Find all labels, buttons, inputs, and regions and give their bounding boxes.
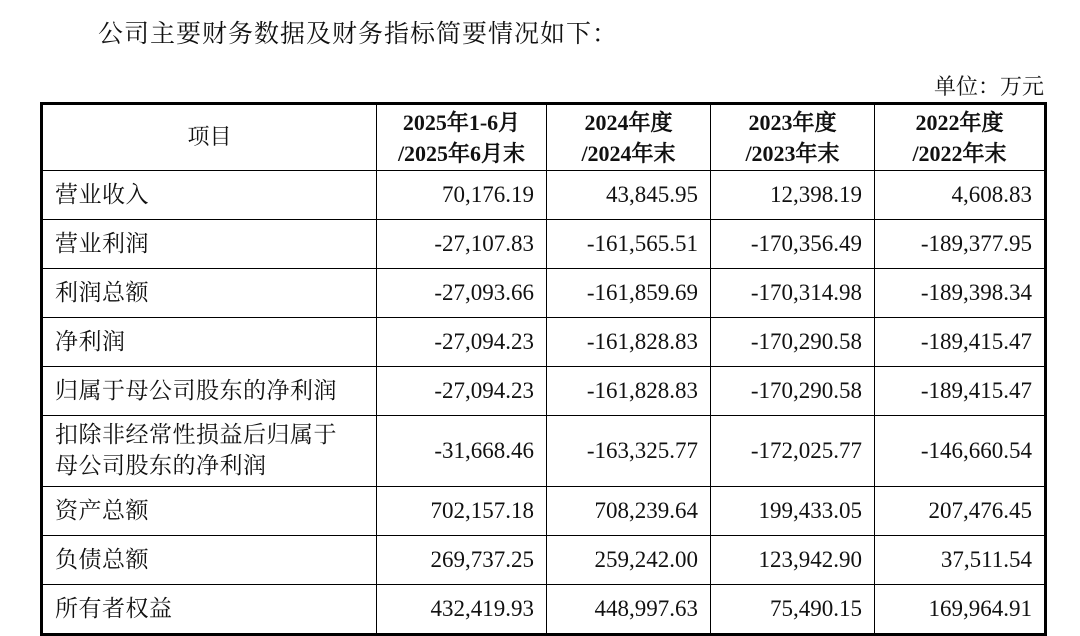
header-item: 项目	[42, 104, 377, 171]
table-row	[42, 536, 1046, 585]
cell-value: -163,325.77	[547, 416, 711, 487]
row-label	[42, 536, 377, 585]
cell-value: 12,398.19	[711, 171, 875, 220]
intro-text: 公司主要财务数据及财务指标简要情况如下：	[98, 19, 619, 48]
financial-summary-table	[40, 102, 1047, 636]
cell-value: -170,356.49	[711, 220, 875, 269]
cell-value: -27,093.66	[377, 269, 547, 318]
header-period-4-line2: /2022年末	[912, 140, 1007, 166]
row-label	[42, 416, 377, 487]
header-period-2-line2: /2024年末	[581, 140, 676, 166]
row-label	[42, 585, 377, 635]
cell-value: 75,490.15	[711, 585, 875, 635]
cell-value: -161,859.69	[547, 269, 711, 318]
row-label	[42, 269, 377, 318]
cell-value: -170,314.98	[711, 269, 875, 318]
cell-value: 269,737.25	[377, 536, 547, 585]
table-row	[42, 269, 1046, 318]
cell-value: 199,433.05	[711, 487, 875, 536]
cell-value: -189,415.47	[875, 318, 1046, 367]
row-label-line: 所有者权益	[55, 595, 173, 622]
cell-value: 259,242.00	[547, 536, 711, 585]
row-label	[42, 220, 377, 269]
row-label-line: 利润总额	[55, 279, 149, 306]
header-period-2-line1: 2024年度	[584, 109, 673, 135]
cell-value: -161,828.83	[547, 367, 711, 416]
cell-value: 708,239.64	[547, 487, 711, 536]
row-label-line: 负债总额	[55, 546, 149, 573]
cell-value: 37,511.54	[875, 536, 1046, 585]
header-period-3-line2: /2023年末	[745, 140, 840, 166]
unit-note: 单位：万元	[933, 75, 1044, 100]
row-label-line: 营业收入	[55, 181, 149, 208]
cell-value: -27,094.23	[377, 318, 547, 367]
table-row	[42, 416, 1046, 487]
header-period-3	[711, 104, 875, 171]
cell-value: 432,419.93	[377, 585, 547, 635]
table-row	[42, 220, 1046, 269]
cell-value: -27,107.83	[377, 220, 547, 269]
row-label	[42, 171, 377, 220]
row-label-line: 母公司股东的净利润	[55, 453, 267, 479]
cell-value: -172,025.77	[711, 416, 875, 487]
cell-value: 448,997.63	[547, 585, 711, 635]
cell-value: -170,290.58	[711, 318, 875, 367]
cell-value: -189,415.47	[875, 367, 1046, 416]
table-header-row	[42, 104, 1046, 171]
cell-value: 207,476.45	[875, 487, 1046, 536]
cell-value: 43,845.95	[547, 171, 711, 220]
header-period-3-line1: 2023年度	[748, 109, 837, 135]
cell-value: 70,176.19	[377, 171, 547, 220]
header-period-1	[377, 104, 547, 171]
row-label	[42, 487, 377, 536]
cell-value: -27,094.23	[377, 367, 547, 416]
cell-value: -189,377.95	[875, 220, 1046, 269]
row-label	[42, 318, 377, 367]
cell-value: -170,290.58	[711, 367, 875, 416]
header-period-1-line1: 2025年1-6月	[402, 109, 521, 135]
cell-value: -189,398.34	[875, 269, 1046, 318]
cell-value: -161,565.51	[547, 220, 711, 269]
header-period-1-line2: /2025年6月末	[397, 140, 526, 166]
table-row	[42, 585, 1046, 635]
header-period-4-line1: 2022年度	[915, 109, 1004, 135]
header-period-2	[547, 104, 711, 171]
cell-value: 702,157.18	[377, 487, 547, 536]
header-period-4	[875, 104, 1046, 171]
cell-value: 169,964.91	[875, 585, 1046, 635]
row-label-line: 净利润	[55, 328, 126, 355]
row-label-line: 营业利润	[55, 230, 149, 257]
table-row	[42, 318, 1046, 367]
table-row	[42, 367, 1046, 416]
cell-value: -146,660.54	[875, 416, 1046, 487]
row-label	[42, 367, 377, 416]
table-row	[42, 171, 1046, 220]
table-row	[42, 487, 1046, 536]
cell-value: 4,608.83	[875, 171, 1046, 220]
cell-value: 123,942.90	[711, 536, 875, 585]
row-label-line: 归属于母公司股东的净利润	[55, 377, 337, 404]
cell-value: -161,828.83	[547, 318, 711, 367]
row-label-line: 资产总额	[55, 497, 149, 524]
cell-value: -31,668.46	[377, 416, 547, 487]
row-label-line: 扣除非经常性损益后归属于	[55, 422, 337, 448]
